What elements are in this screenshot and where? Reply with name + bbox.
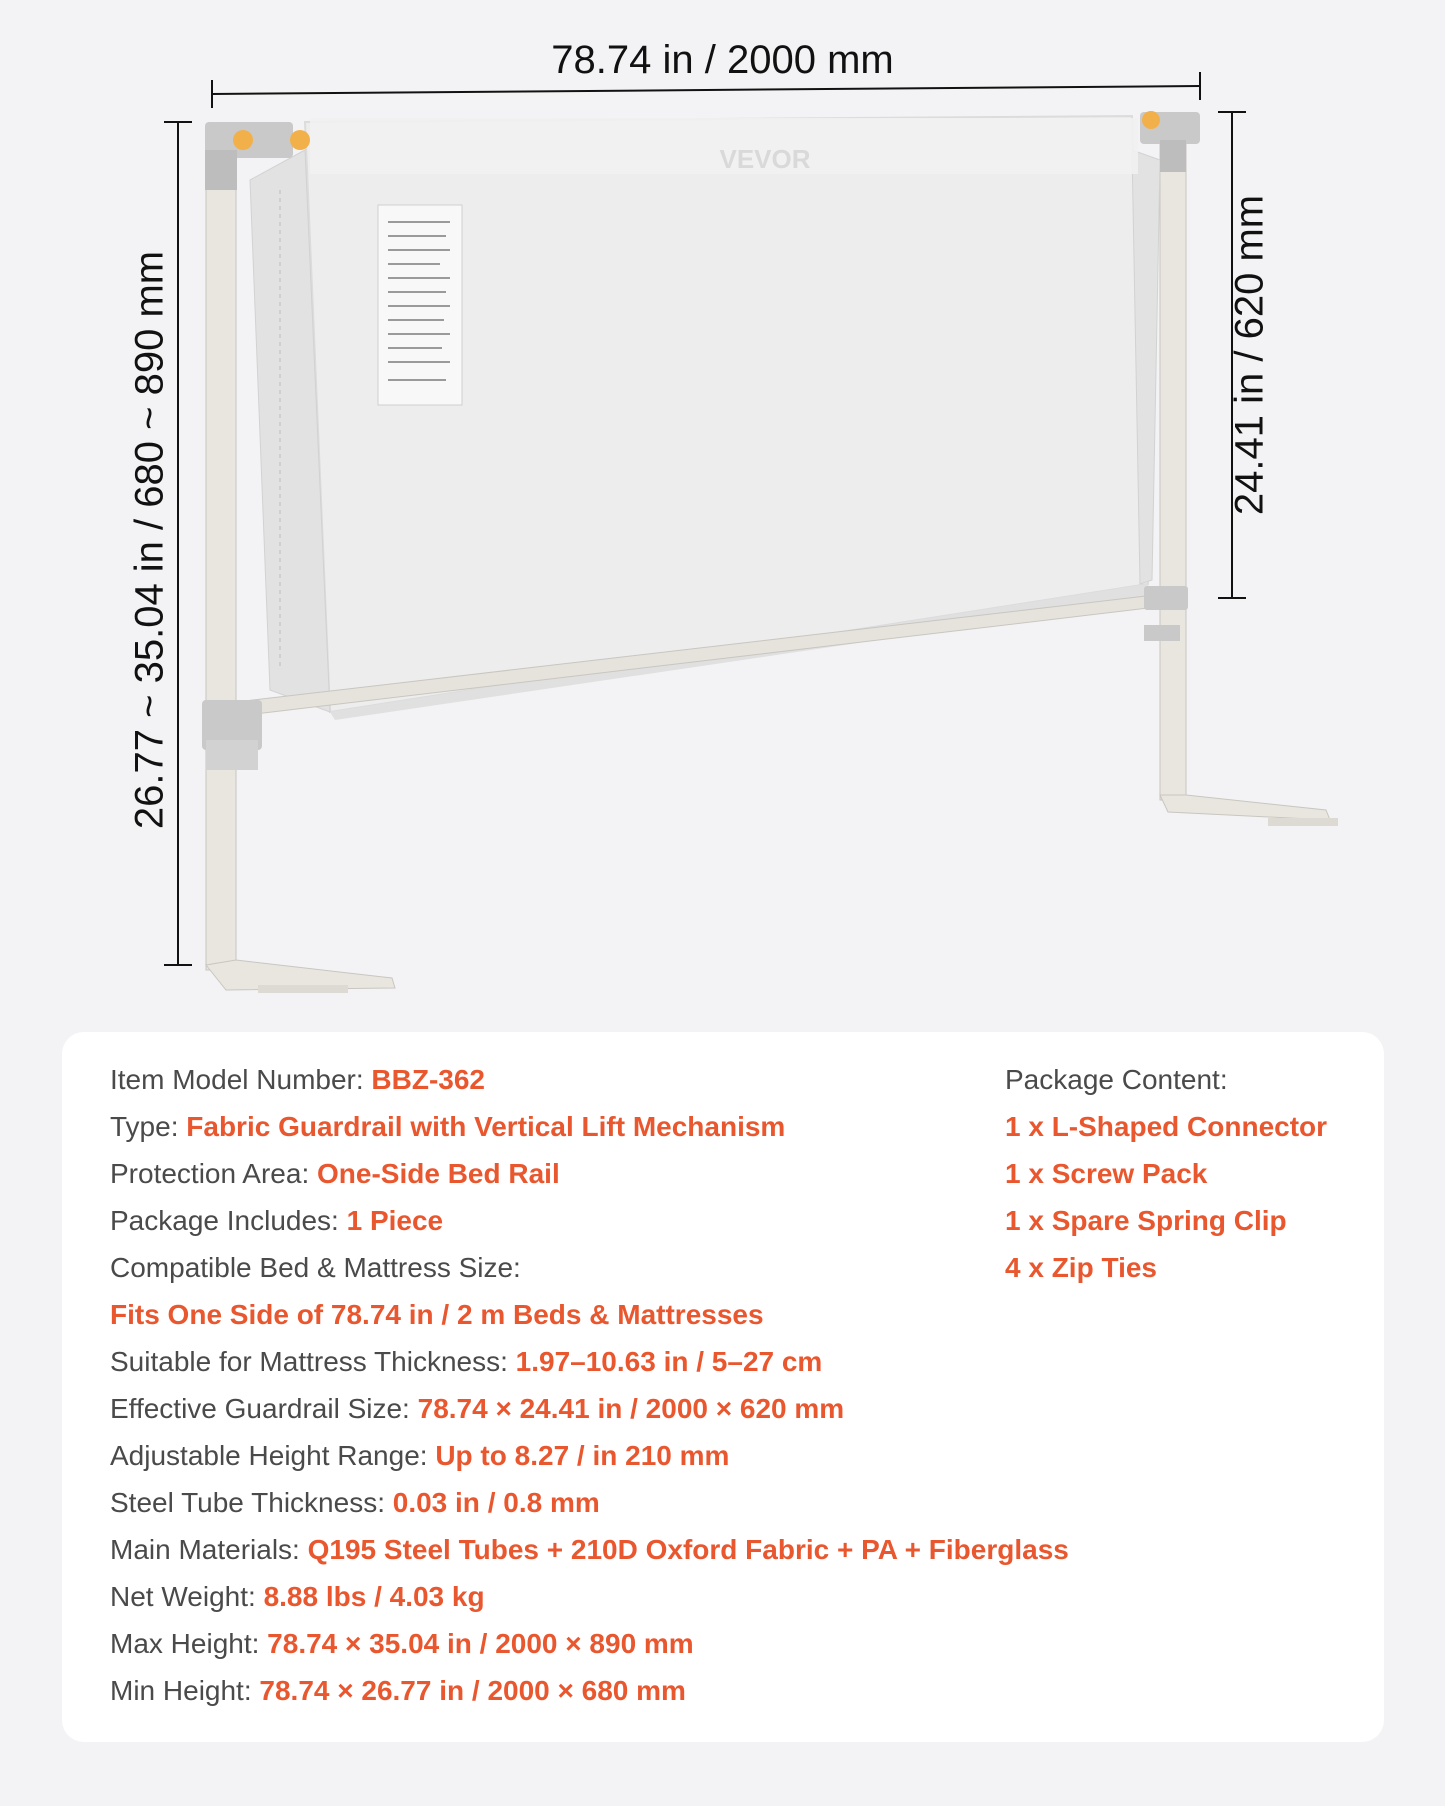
- fabric-brand-print: VEVOR: [719, 144, 811, 174]
- spec-type: Type: Fabric Guardrail with Vertical Lift Mechanism: [110, 1111, 786, 1142]
- package-item: 1 x Spare Spring Clip: [1005, 1205, 1287, 1236]
- spec-materials: Main Materials: Q195 Steel Tubes + 210D Oxford Fabric + PA + Fiberglass: [110, 1534, 1069, 1565]
- spec-max-height: Max Height: 78.74 × 35.04 in / 2000 × 890 mm: [110, 1628, 694, 1659]
- width-dimension-label: 78.74 in / 2000 mm: [551, 38, 894, 82]
- spec-net-weight: Net Weight: 8.88 lbs / 4.03 kg: [110, 1581, 485, 1612]
- spec-compatible-size-value: Fits One Side of 78.74 in / 2 m Beds & Mattresses: [110, 1299, 764, 1330]
- package-item: 1 x Screw Pack: [1005, 1158, 1208, 1189]
- spec-protection-area: Protection Area: One-Side Bed Rail: [110, 1158, 560, 1189]
- spec-package-includes: Package Includes: 1 Piece: [110, 1205, 444, 1236]
- bottom-left-connector: [202, 700, 262, 770]
- total-height-dimension-label: 26.77 ~ 35.04 in / 680 ~ 890 mm: [127, 250, 172, 830]
- spec-mattress-thickness: Suitable for Mattress Thickness: 1.97–10.63 in / 5–27 cm: [110, 1346, 823, 1377]
- spec-effective-size: Effective Guardrail Size: 78.74 × 24.41 in / 2000 × 620 mm: [110, 1393, 845, 1424]
- spec-compatible-size-label: Compatible Bed & Mattress Size:: [110, 1252, 521, 1283]
- package-content-title: Package Content:: [1005, 1064, 1228, 1095]
- spec-height-range: Adjustable Height Range: Up to 8.27 / in 210 mm: [110, 1440, 730, 1471]
- package-item: 4 x Zip Ties: [1005, 1252, 1157, 1283]
- specification-card: [62, 1032, 1384, 1742]
- warning-label: [378, 205, 462, 405]
- guard-height-dimension-label: 24.41 in / 620 mm: [1227, 194, 1272, 516]
- spec-tube-thickness: Steel Tube Thickness: 0.03 in / 0.8 mm: [110, 1487, 600, 1518]
- package-item: 1 x L-Shaped Connector: [1005, 1111, 1328, 1142]
- spec-min-height: Min Height: 78.74 × 26.77 in / 2000 × 680 mm: [110, 1675, 686, 1706]
- spec-model-number: Item Model Number: BBZ-362: [110, 1064, 486, 1095]
